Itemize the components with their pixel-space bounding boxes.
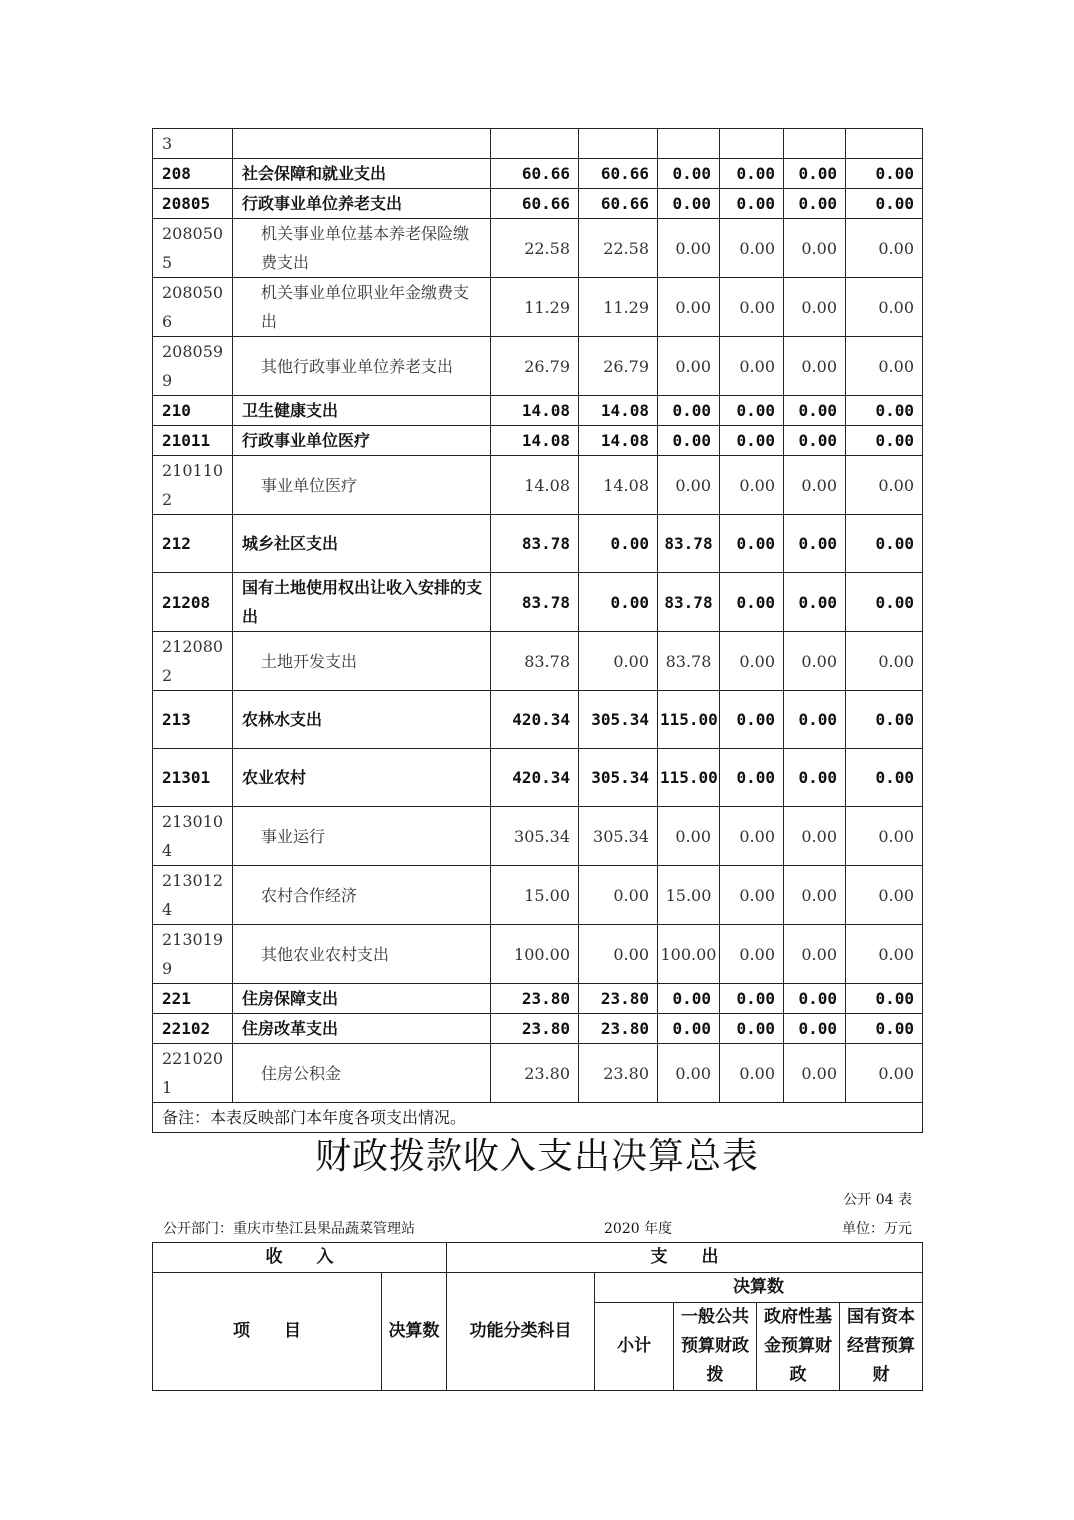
- row-total: 15.00: [491, 866, 579, 925]
- row-col4: 0.00: [720, 426, 784, 456]
- row-col4: 0.00: [720, 278, 784, 337]
- row-total: 83.78: [491, 573, 579, 632]
- row-name: 农林水支出: [233, 691, 491, 749]
- table-row: [153, 749, 923, 807]
- row-project: [658, 129, 720, 159]
- row-col6: [846, 129, 923, 159]
- row-col5: 0.00: [784, 691, 846, 749]
- row-col4: 0.00: [720, 219, 784, 278]
- row-col5: 0.00: [784, 866, 846, 925]
- row-col5: [784, 129, 846, 159]
- row-col4: [720, 129, 784, 159]
- income-amount-header: 决算数: [382, 1273, 447, 1391]
- row-col5: 0.00: [784, 426, 846, 456]
- row-code: 20805: [153, 189, 233, 219]
- row-project: 0.00: [658, 426, 720, 456]
- row-total: 14.08: [491, 396, 579, 426]
- row-project: 0.00: [658, 456, 720, 515]
- row-basic: 23.80: [579, 984, 658, 1014]
- row-name: 其他农业农村支出: [233, 925, 491, 984]
- row-col4: 0.00: [720, 573, 784, 632]
- row-col4: 0.00: [720, 632, 784, 691]
- row-basic: 14.08: [579, 456, 658, 515]
- row-name: 事业单位医疗: [233, 456, 491, 515]
- row-col4: 0.00: [720, 515, 784, 573]
- row-col5: 0.00: [784, 456, 846, 515]
- row-col5: 0.00: [784, 515, 846, 573]
- row-col6: 0.00: [846, 925, 923, 984]
- row-project: 0.00: [658, 396, 720, 426]
- row-code: 21208: [153, 573, 233, 632]
- row-project: 0.00: [658, 278, 720, 337]
- row-project: 83.78: [658, 515, 720, 573]
- table-row: [153, 807, 923, 866]
- row-col4: 0.00: [720, 189, 784, 219]
- row-code: 2080599: [153, 337, 233, 396]
- row-project: 0.00: [658, 1044, 720, 1103]
- function-subject-header: 功能分类科目: [447, 1273, 595, 1391]
- row-project: 0.00: [658, 189, 720, 219]
- row-basic: 0.00: [579, 866, 658, 925]
- row-name: 住房保障支出: [233, 984, 491, 1014]
- row-total: 100.00: [491, 925, 579, 984]
- table-row: [153, 515, 923, 573]
- unit-label: 单位：万元: [842, 1221, 912, 1237]
- table-row: [153, 189, 923, 219]
- row-code: 2130104: [153, 807, 233, 866]
- row-col6: 0.00: [846, 278, 923, 337]
- row-col5: 0.00: [784, 1044, 846, 1103]
- row-code: 22102: [153, 1014, 233, 1044]
- table-row: [153, 573, 923, 632]
- table-row: [153, 632, 923, 691]
- table-row: [153, 984, 923, 1014]
- row-col4: 0.00: [720, 984, 784, 1014]
- row-code: 2130124: [153, 866, 233, 925]
- expenditure-table-body: [153, 129, 923, 1103]
- row-col5: 0.00: [784, 337, 846, 396]
- row-col5: 0.00: [784, 159, 846, 189]
- table-row: [153, 129, 923, 159]
- row-col6: 0.00: [846, 159, 923, 189]
- table-row: [153, 337, 923, 396]
- item-header: 项 目: [153, 1273, 382, 1391]
- table-row: [153, 159, 923, 189]
- row-total: 11.29: [491, 278, 579, 337]
- row-code: 213: [153, 691, 233, 749]
- table-row: [153, 456, 923, 515]
- row-col6: 0.00: [846, 807, 923, 866]
- expense-header: 支 出: [447, 1243, 923, 1273]
- row-project: 0.00: [658, 807, 720, 866]
- row-col4: 0.00: [720, 456, 784, 515]
- row-code: 2210201: [153, 1044, 233, 1103]
- row-name: 社会保障和就业支出: [233, 159, 491, 189]
- row-total: [491, 129, 579, 159]
- row-project: 0.00: [658, 1014, 720, 1044]
- row-col4: 0.00: [720, 396, 784, 426]
- row-basic: 0.00: [579, 632, 658, 691]
- row-col6: 0.00: [846, 1014, 923, 1044]
- subtotal-header: 小计: [595, 1303, 674, 1391]
- row-code: 3: [153, 129, 233, 159]
- row-name: [233, 129, 491, 159]
- table-note: 备注：本表反映部门本年度各项支出情况。: [153, 1103, 923, 1133]
- row-col5: 0.00: [784, 807, 846, 866]
- row-col6: 0.00: [846, 396, 923, 426]
- row-col6: 0.00: [846, 515, 923, 573]
- row-col6: 0.00: [846, 337, 923, 396]
- row-name: 机关事业单位职业年金缴费支出: [233, 278, 491, 337]
- row-code: 2101102: [153, 456, 233, 515]
- row-basic: 60.66: [579, 159, 658, 189]
- row-basic: 23.80: [579, 1014, 658, 1044]
- row-col6: 0.00: [846, 749, 923, 807]
- row-basic: 305.34: [579, 691, 658, 749]
- row-code: 210: [153, 396, 233, 426]
- row-col4: 0.00: [720, 691, 784, 749]
- row-project: 15.00: [658, 866, 720, 925]
- row-name: 事业运行: [233, 807, 491, 866]
- table-row: [153, 396, 923, 426]
- table-row: [153, 426, 923, 456]
- row-code: 2130199: [153, 925, 233, 984]
- row-basic: 14.08: [579, 426, 658, 456]
- row-col5: 0.00: [784, 189, 846, 219]
- income-header: 收 入: [153, 1243, 447, 1273]
- row-total: 22.58: [491, 219, 579, 278]
- row-col4: 0.00: [720, 925, 784, 984]
- table-row: [153, 925, 923, 984]
- row-col5: 0.00: [784, 278, 846, 337]
- table-row: [153, 866, 923, 925]
- row-col4: 0.00: [720, 749, 784, 807]
- state-capital-header: 国有资本经营预算财: [840, 1303, 923, 1391]
- row-basic: 14.08: [579, 396, 658, 426]
- row-basic: 11.29: [579, 278, 658, 337]
- row-col6: 0.00: [846, 984, 923, 1014]
- row-basic: 23.80: [579, 1044, 658, 1103]
- row-code: 212: [153, 515, 233, 573]
- row-total: 14.08: [491, 456, 579, 515]
- row-project: 0.00: [658, 219, 720, 278]
- row-col5: 0.00: [784, 749, 846, 807]
- row-code: 2120802: [153, 632, 233, 691]
- row-total: 83.78: [491, 515, 579, 573]
- row-name: 行政事业单位养老支出: [233, 189, 491, 219]
- row-name: 行政事业单位医疗: [233, 426, 491, 456]
- form-number: 公开 04 表: [843, 1192, 912, 1208]
- row-total: 26.79: [491, 337, 579, 396]
- row-col6: 0.00: [846, 219, 923, 278]
- row-project: 0.00: [658, 159, 720, 189]
- row-col5: 0.00: [784, 219, 846, 278]
- row-col6: 0.00: [846, 573, 923, 632]
- table-row: [153, 691, 923, 749]
- row-code: 21011: [153, 426, 233, 456]
- row-code: 21301: [153, 749, 233, 807]
- row-col4: 0.00: [720, 807, 784, 866]
- row-col6: 0.00: [846, 632, 923, 691]
- row-basic: 0.00: [579, 515, 658, 573]
- row-total: 60.66: [491, 189, 579, 219]
- row-name: 农业农村: [233, 749, 491, 807]
- row-total: 23.80: [491, 1044, 579, 1103]
- row-col6: 0.00: [846, 456, 923, 515]
- table-row: [153, 278, 923, 337]
- table-row: [153, 219, 923, 278]
- row-project: 83.78: [658, 573, 720, 632]
- row-name: 住房公积金: [233, 1044, 491, 1103]
- row-basic: 0.00: [579, 925, 658, 984]
- row-code: 208: [153, 159, 233, 189]
- row-basic: 305.34: [579, 807, 658, 866]
- row-col5: 0.00: [784, 632, 846, 691]
- row-code: 221: [153, 984, 233, 1014]
- row-project: 115.00: [658, 749, 720, 807]
- row-name: 城乡社区支出: [233, 515, 491, 573]
- row-project: 0.00: [658, 337, 720, 396]
- row-basic: 22.58: [579, 219, 658, 278]
- row-col6: 0.00: [846, 1044, 923, 1103]
- row-project: 0.00: [658, 984, 720, 1014]
- row-col5: 0.00: [784, 573, 846, 632]
- row-name: 国有土地使用权出让收入安排的支出: [233, 573, 491, 632]
- row-name: 卫生健康支出: [233, 396, 491, 426]
- final-amount-header: 决算数: [595, 1273, 923, 1303]
- year-label: 2020 年度: [604, 1221, 673, 1237]
- expenditure-table: [152, 128, 923, 1133]
- row-code: 2080505: [153, 219, 233, 278]
- row-project: 83.78: [658, 632, 720, 691]
- row-total: 420.34: [491, 749, 579, 807]
- gov-fund-header: 政府性基金预算财政: [757, 1303, 840, 1391]
- row-basic: 305.34: [579, 749, 658, 807]
- row-total: 23.80: [491, 984, 579, 1014]
- row-basic: 0.00: [579, 573, 658, 632]
- row-name: 农村合作经济: [233, 866, 491, 925]
- row-col4: 0.00: [720, 866, 784, 925]
- row-col5: 0.00: [784, 925, 846, 984]
- note-row: [153, 1103, 923, 1133]
- row-col4: 0.00: [720, 1044, 784, 1103]
- row-col6: 0.00: [846, 426, 923, 456]
- row-project: 100.00: [658, 925, 720, 984]
- row-col4: 0.00: [720, 1014, 784, 1044]
- row-col4: 0.00: [720, 159, 784, 189]
- row-name: 土地开发支出: [233, 632, 491, 691]
- row-total: 305.34: [491, 807, 579, 866]
- row-total: 420.34: [491, 691, 579, 749]
- general-public-header: 一般公共预算财政拨: [674, 1303, 757, 1391]
- row-project: 115.00: [658, 691, 720, 749]
- row-name: 其他行政事业单位养老支出: [233, 337, 491, 396]
- row-basic: 60.66: [579, 189, 658, 219]
- row-total: 83.78: [491, 632, 579, 691]
- row-name: 住房改革支出: [233, 1014, 491, 1044]
- summary-title: 财政拨款收入支出决算总表: [314, 1136, 759, 1177]
- row-basic: [579, 129, 658, 159]
- row-col5: 0.00: [784, 984, 846, 1014]
- row-name: 机关事业单位基本养老保险缴费支出: [233, 219, 491, 278]
- row-col5: 0.00: [784, 396, 846, 426]
- row-basic: 26.79: [579, 337, 658, 396]
- row-total: 60.66: [491, 159, 579, 189]
- row-total: 23.80: [491, 1014, 579, 1044]
- department-label: 公开部门：重庆市垫江县果品蔬菜管理站: [163, 1221, 415, 1237]
- row-code: 2080506: [153, 278, 233, 337]
- table-row: [153, 1014, 923, 1044]
- row-col6: 0.00: [846, 866, 923, 925]
- row-col6: 0.00: [846, 691, 923, 749]
- row-col5: 0.00: [784, 1014, 846, 1044]
- table-row: [153, 1044, 923, 1103]
- summary-table-header: [152, 1242, 923, 1391]
- row-col6: 0.00: [846, 189, 923, 219]
- row-total: 14.08: [491, 426, 579, 456]
- row-col4: 0.00: [720, 337, 784, 396]
